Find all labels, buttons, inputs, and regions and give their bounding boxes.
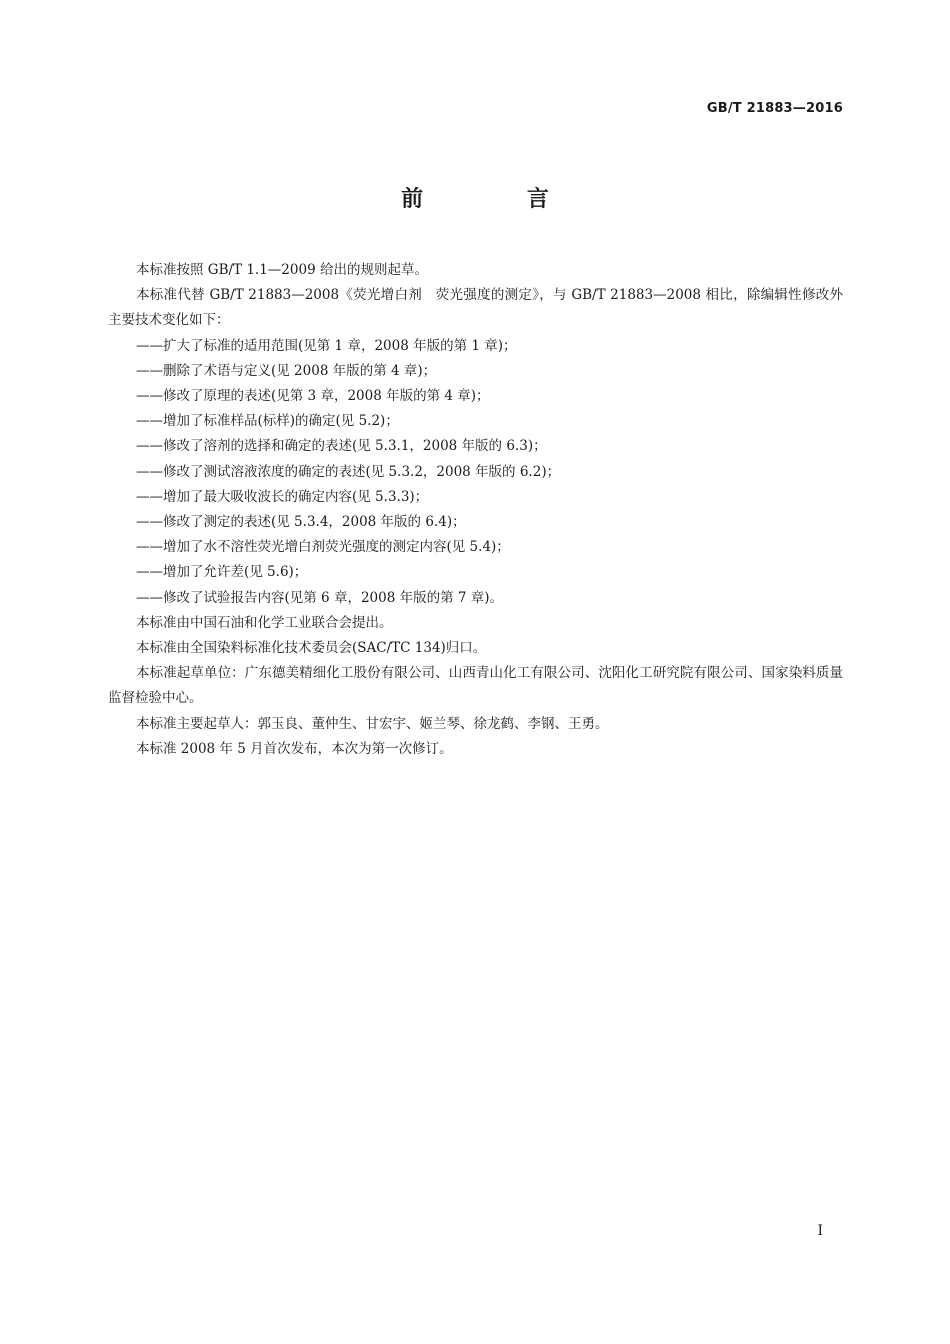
list-item: ——增加了水不溶性荧光增白剂荧光强度的测定内容(见 5.4)； [136,539,510,556]
page-title: 前 言 [401,187,597,212]
paragraph: 本标准主要起草人：郭玉良、董仲生、甘宏宇、姬兰琴、徐龙鹤、李钢、王勇。 [136,715,609,732]
list-item: ——修改了溶剂的选择和确定的表述(见 5.3.1，2008 年版的 6.3)； [136,438,547,455]
paragraph: 本标准按照 GB/T 1.1—2009 给出的规则起草。 [136,262,428,278]
list-item: ——修改了原理的表述(见第 3 章，2008 年版的第 4 章)； [136,388,490,405]
list-item: ——修改了测试溶液浓度的确定的表述(见 5.3.2，2008 年版的 6.2)； [136,463,561,480]
list-item: ——修改了试验报告内容(见第 6 章，2008 年版的第 7 章)。 [136,589,504,606]
list-item: ——增加了标准样品(标样)的确定(见 5.2)； [136,413,399,430]
paragraph: 本标准由中国石油和化学工业联合会提出。 [136,614,393,631]
list-item: ——修改了测定的表述(见 5.3.4，2008 年版的 6.4)； [136,514,466,531]
list-item: ——扩大了标准的适用范围(见第 1 章，2008 年版的第 1 章)； [136,337,517,354]
list-item: ——增加了允许差(见 5.6)； [136,564,308,581]
page-number: I [817,1223,823,1239]
paragraph: 本标准代替 GB/T 21883—2008《荧光增白剂 荧光强度的测定》，与 GB/T 21883—2008 相比，除编辑性修改外主要技术变化如下： [108,287,843,329]
standard-code: GB/T 21883—2016 [706,101,843,116]
paragraph: 本标准 2008 年 5 月首次发布，本次为第一次修订。 [136,740,453,757]
paragraph: 本标准起草单位：广东德美精细化工股份有限公司、山西青山化工有限公司、沈阳化工研究院有限公司、国家染料质量监督检验中心。 [108,665,843,707]
document-body [108,258,843,762]
list-item: ——删除了术语与定义(见 2008 年版的第 4 章)； [136,362,437,379]
paragraph: 本标准由全国染料标准化技术委员会(SAC/TC 134)归口。 [136,640,487,657]
list-item: ——增加了最大吸收波长的确定内容(见 5.3.3)； [136,488,429,505]
